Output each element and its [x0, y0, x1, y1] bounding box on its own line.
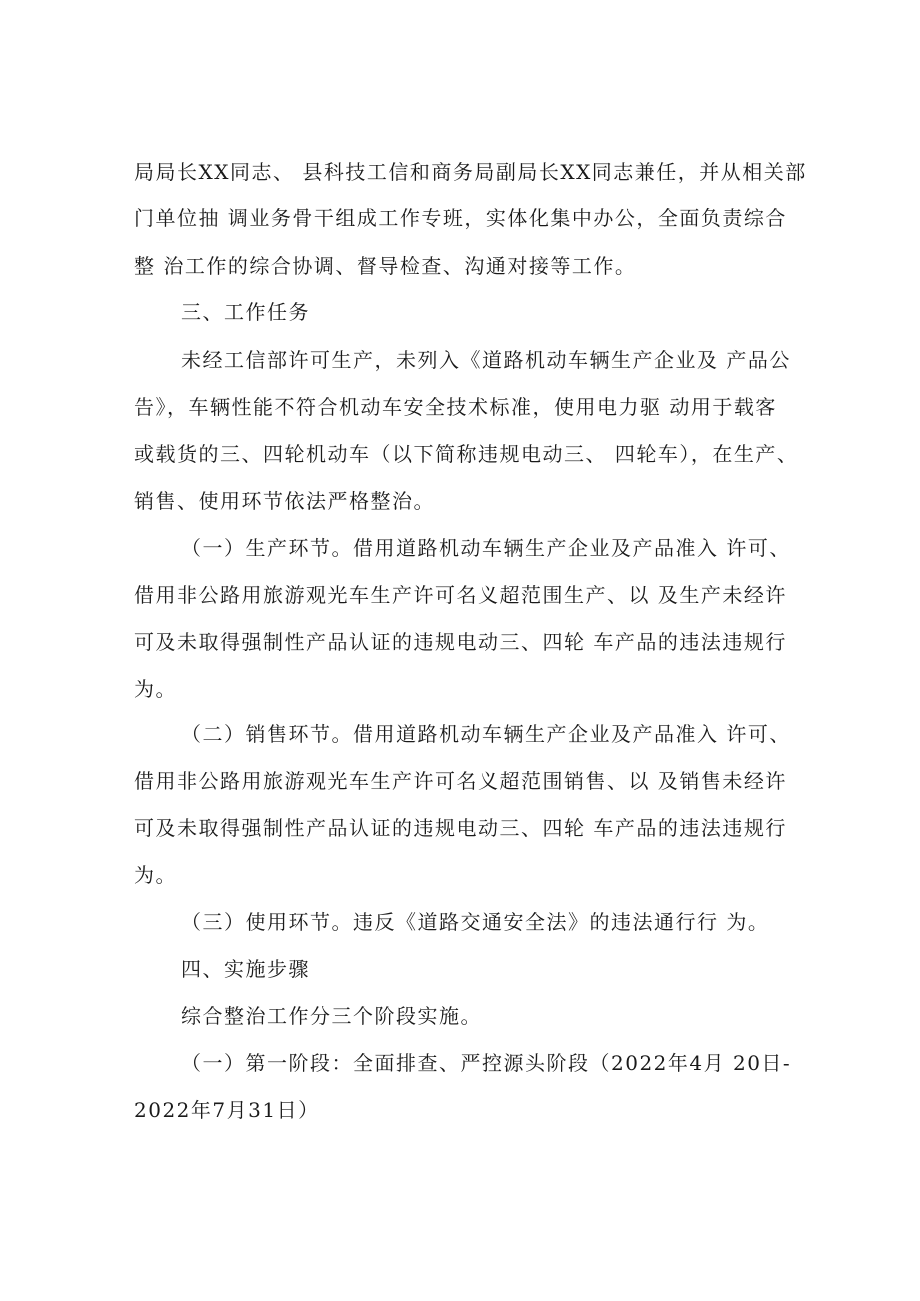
paragraph-line: （三）使用环节。违反《道路交通安全法》的违法通行行 为。	[181, 910, 770, 934]
paragraph-line: 2022年7月31日）	[134, 1098, 320, 1122]
paragraph-line: 为。	[134, 863, 177, 887]
paragraph-line: 借用非公路用旅游观光车生产许可名义超范围生产、以 及生产未经许	[134, 583, 787, 607]
paragraph-line: 销售、使用环节依法严格整治。	[134, 489, 435, 513]
paragraph-line: 未经工信部许可生产，未列入《道路机动车辆生产企业及 产品公	[181, 348, 791, 372]
paragraph-line: 借用非公路用旅游观光车生产许可名义超范围销售、以 及销售未经许	[134, 769, 787, 793]
section-heading: 三、工作任务	[181, 300, 310, 324]
paragraph-line: 为。	[134, 677, 177, 701]
paragraph-line: 可及未取得强制性产品认证的违规电动三、四轮 车产品的违法违规行	[134, 630, 787, 654]
paragraph-line: （二）销售环节。借用道路机动车辆生产企业及产品准入 许可、	[181, 722, 791, 746]
paragraph-line: （一）第一阶段：全面排查、严控源头阶段（2022年4月 20日-	[181, 1051, 792, 1075]
paragraph-line: 整 治工作的综合协调、督导检查、沟通对接等工作。	[134, 254, 637, 278]
paragraph-line: 综合整治工作分三个阶段实施。	[181, 1004, 482, 1028]
paragraph-line: 可及未取得强制性产品认证的违规电动三、四轮 车产品的违法违规行	[134, 816, 787, 840]
paragraph-line: （一）生产环节。借用道路机动车辆生产企业及产品准入 许可、	[181, 536, 791, 560]
section-heading: 四、实施步骤	[181, 957, 310, 981]
paragraph-line: 局局长XX同志、 县科技工信和商务局副局长XX同志兼任，并从相关部	[134, 160, 807, 184]
paragraph-line: 告》，车辆性能不符合机动车安全技术标准，使用电力驱 动用于载客	[134, 395, 777, 419]
paragraph-line: 门单位抽 调业务骨干组成工作专班，实体化集中办公，全面负责综合	[134, 206, 787, 230]
paragraph-line: 或载货的三、四轮机动车（以下简称违规电动三、 四轮车），在生产、	[134, 442, 799, 466]
